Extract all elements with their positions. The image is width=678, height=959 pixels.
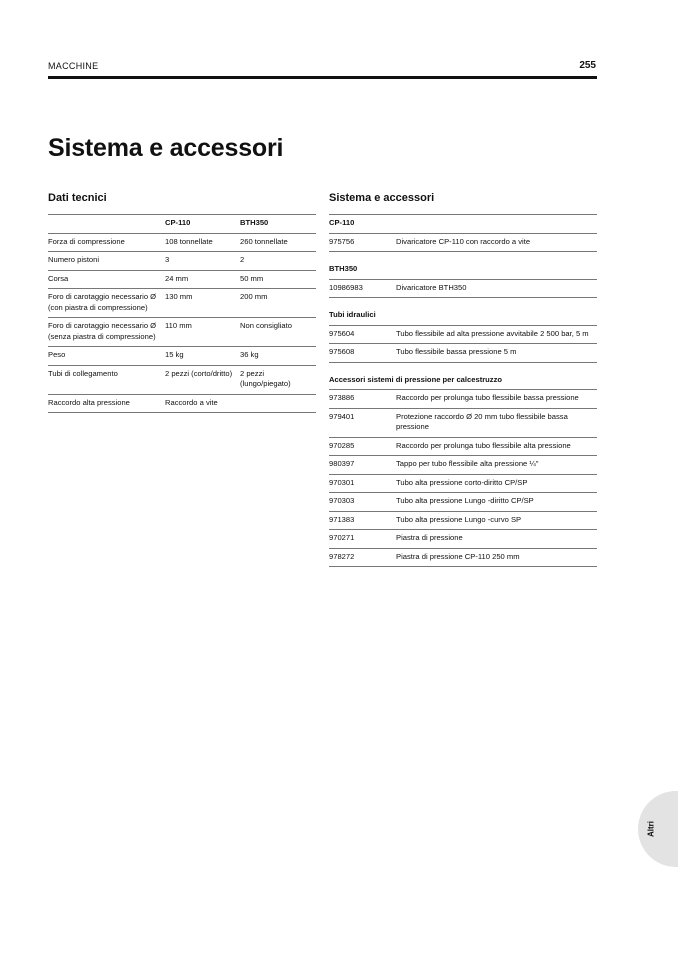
tech-specs-table — [48, 214, 316, 413]
tech-row-value: 2 pezzi (lungo/piegato) — [240, 365, 316, 394]
article-number: 971383 — [329, 511, 396, 530]
tech-row — [48, 318, 316, 347]
article-number: 970301 — [329, 474, 396, 493]
accessory-row — [329, 408, 597, 437]
accessory-row — [329, 530, 597, 549]
side-tab-label: Altri — [646, 821, 656, 837]
article-description: Piastra di pressione CP-110 250 mm — [396, 548, 597, 567]
accessory-row — [329, 344, 597, 363]
group-header-row — [329, 258, 597, 279]
article-description: Protezione raccordo Ø 20 mm tubo flessibile bassa pressione — [396, 408, 597, 437]
article-description: Tubo alta pressione Lungo -diritto CP/SP — [396, 493, 597, 512]
group-header: Accessori sistemi di pressione per calcestruzzo — [329, 369, 597, 390]
article-description: Raccordo per prolunga tubo flessibile bassa pressione — [396, 390, 597, 409]
tech-row — [48, 289, 316, 318]
tech-row-value: 50 mm — [240, 270, 316, 289]
tech-row-label: Foro di carotaggio necessario Ø (senza piastra di compressione) — [48, 318, 165, 347]
group-header-row — [329, 215, 597, 234]
accessory-row — [329, 511, 597, 530]
article-description: Tubo alta pressione corto-diritto CP/SP — [396, 474, 597, 493]
group-header: Tubi idraulici — [329, 304, 597, 325]
article-description: Divaricatore BTH350 — [396, 279, 597, 298]
tech-row-label: Tubi di collegamento — [48, 365, 165, 394]
tech-row-value: 36 kg — [240, 347, 316, 366]
tech-row-value: 130 mm — [165, 289, 240, 318]
section-label: MACCHINE — [48, 61, 99, 71]
article-number: 973886 — [329, 390, 396, 409]
accessory-row — [329, 279, 597, 298]
tech-row — [48, 233, 316, 252]
tech-row-value: 15 kg — [165, 347, 240, 366]
side-tab[interactable] — [638, 791, 678, 867]
article-number: 980397 — [329, 456, 396, 475]
tech-row — [48, 270, 316, 289]
article-number: 975608 — [329, 344, 396, 363]
article-description: Tubo flessibile ad alta pressione avvitabile 2 500 bar, 5 m — [396, 325, 597, 344]
article-description: Divaricatore CP-110 con raccordo a vite — [396, 233, 597, 252]
article-description: Tubo alta pressione Lungo -curvo SP — [396, 511, 597, 530]
tech-row-value: 110 mm — [165, 318, 240, 347]
header-rule — [48, 76, 597, 79]
tech-row-value: Non consigliato — [240, 318, 316, 347]
tech-row-label: Forza di compressione — [48, 233, 165, 252]
tech-row-label: Peso — [48, 347, 165, 366]
tech-section-title: Dati tecnici — [48, 192, 107, 204]
tech-row-value: 200 mm — [240, 289, 316, 318]
tech-col-header: BTH350 — [240, 215, 316, 234]
tech-row-value — [240, 394, 316, 413]
article-description: Tappo per tubo flessibile alta pressione ¼" — [396, 456, 597, 475]
article-number: 970285 — [329, 437, 396, 456]
accessories-section-title: Sistema e accessori — [329, 192, 435, 204]
accessory-row — [329, 474, 597, 493]
tech-col-header: CP-110 — [165, 215, 240, 234]
accessory-row — [329, 437, 597, 456]
tech-row-label: Raccordo alta pressione — [48, 394, 165, 413]
tech-row-value: 2 pezzi (corto/dritto) — [165, 365, 240, 394]
article-number: 975604 — [329, 325, 396, 344]
page-title: Sistema e accessori — [48, 134, 284, 162]
article-description: Piastra di pressione — [396, 530, 597, 549]
article-number: 979401 — [329, 408, 396, 437]
article-number: 970303 — [329, 493, 396, 512]
article-number: 978272 — [329, 548, 396, 567]
tech-row-value: 24 mm — [165, 270, 240, 289]
group-header-row — [329, 369, 597, 390]
accessory-row — [329, 390, 597, 409]
tech-col-header — [48, 215, 165, 234]
accessories-table — [329, 214, 597, 567]
tech-row-value: 260 tonnellate — [240, 233, 316, 252]
tech-row — [48, 394, 316, 413]
accessory-row — [329, 233, 597, 252]
tech-row — [48, 252, 316, 271]
accessory-row — [329, 325, 597, 344]
tech-row-value: 108 tonnellate — [165, 233, 240, 252]
tech-row-label: Corsa — [48, 270, 165, 289]
accessory-row — [329, 548, 597, 567]
accessory-row — [329, 456, 597, 475]
tech-header-row — [48, 215, 316, 234]
tech-row-value: 3 — [165, 252, 240, 271]
group-header-row — [329, 304, 597, 325]
group-header: CP-110 — [329, 215, 597, 234]
tech-row-label: Foro di carotaggio necessario Ø (con piastra di compressione) — [48, 289, 165, 318]
tech-row-value: Raccordo a vite — [165, 394, 240, 413]
accessory-row — [329, 493, 597, 512]
article-number: 970271 — [329, 530, 396, 549]
tech-row-value: 2 — [240, 252, 316, 271]
tech-row — [48, 365, 316, 394]
article-description: Tubo flessibile bassa pressione 5 m — [396, 344, 597, 363]
tech-row-label: Numero pistoni — [48, 252, 165, 271]
tech-row — [48, 347, 316, 366]
article-number: 975756 — [329, 233, 396, 252]
article-description: Raccordo per prolunga tubo flessibile alta pressione — [396, 437, 597, 456]
group-header: BTH350 — [329, 258, 597, 279]
page-number: 255 — [579, 60, 596, 71]
article-number: 10986983 — [329, 279, 396, 298]
